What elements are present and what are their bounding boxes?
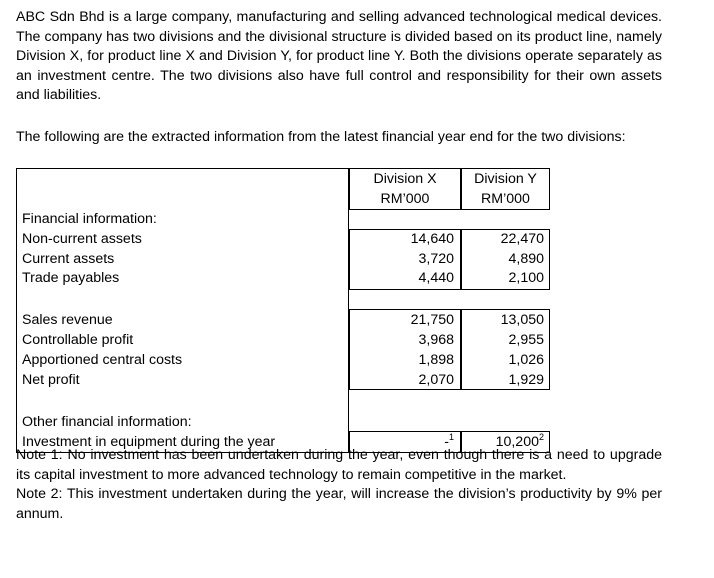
trade-payables-y: 2,100 — [508, 270, 544, 286]
current-assets-y: 4,890 — [508, 251, 544, 267]
row-label-investment: Investment in equipment during the year — [22, 434, 276, 450]
investment-y-value: 10,200 — [495, 434, 539, 450]
net-profit-x: 2,070 — [418, 372, 454, 388]
controllable-profit-x: 3,968 — [418, 332, 454, 348]
row-label-central-costs: Apportioned central costs — [22, 352, 183, 368]
row-label-net-profit: Net profit — [22, 372, 80, 388]
central-costs-y: 1,026 — [508, 352, 544, 368]
note-2: Note 2: This investment undertaken during the year, will increase the division’s productivity by 9% per annum. — [16, 486, 662, 522]
note-ref-1: 1 — [448, 432, 454, 442]
division-y-unit: RM’000 — [481, 191, 530, 207]
current-assets-x: 3,720 — [418, 251, 454, 267]
financial-table — [16, 168, 550, 453]
central-costs-x: 1,898 — [418, 352, 454, 368]
sales-revenue-x: 21,750 — [410, 312, 454, 328]
noncurrent-assets-x: 14,640 — [410, 231, 454, 247]
notes — [16, 446, 662, 524]
noncurrent-assets-y: 22,470 — [500, 231, 544, 247]
investment-x-value: - — [444, 434, 449, 450]
section-other-info: Other financial information: — [22, 414, 192, 430]
sales-revenue-y: 13,050 — [500, 312, 544, 328]
row-label-sales-revenue: Sales revenue — [22, 312, 113, 328]
division-x-header: Division X — [373, 171, 437, 187]
division-y-header: Division Y — [474, 171, 537, 187]
note-ref-2: 2 — [538, 432, 544, 442]
row-label-controllable-profit: Controllable profit — [22, 332, 134, 348]
note-1: Note 1: No investment has been undertaken during the year, even though there is a need to upgrade its capital investment to more advanced technology to remain competitive in the market. — [16, 447, 662, 483]
net-profit-y: 1,929 — [508, 372, 544, 388]
lead-paragraph: The following are the extracted information from the latest financial year end for the two divisions: — [16, 129, 626, 145]
row-label-trade-payables: Trade payables — [22, 270, 120, 286]
row-label-current-assets: Current assets — [22, 251, 115, 267]
section-financial-info: Financial information: — [22, 211, 157, 227]
controllable-profit-y: 2,955 — [508, 332, 544, 348]
row-label-noncurrent-assets: Non-current assets — [22, 231, 142, 247]
division-x-unit: RM’000 — [380, 191, 430, 207]
trade-payables-x: 4,440 — [418, 270, 454, 286]
intro-paragraph: ABC Sdn Bhd is a large company, manufacturing and selling advanced technological medical devices. The company has two divisions and the divisional structure is divided based on its product line, namely Division X, for product line X and Division Y, for product line Y. Both the divisions operate separately as an investment centre. The two divisions also have full control and responsibility for their own assets and liabilities. — [16, 9, 662, 103]
